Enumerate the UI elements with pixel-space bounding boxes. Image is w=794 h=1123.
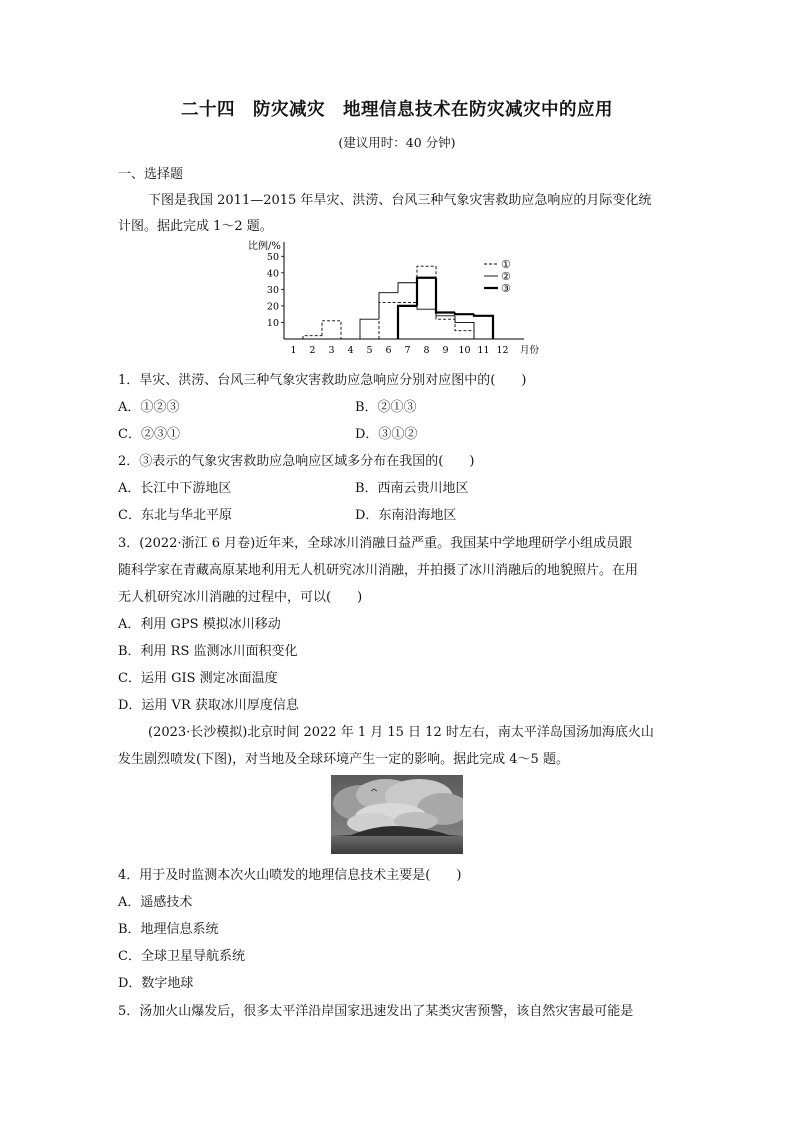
- x-tick-label: 12: [496, 345, 509, 356]
- q5-stem: 5．汤加火山爆发后，很多太平洋沿岸国家迅速发出了某类灾害预警，该自然灾害最可能是: [118, 1004, 634, 1019]
- y-tick-label: 10: [266, 317, 279, 329]
- q2-stem: 2．③表示的气象灾害救助应急响应区域多分布在我国的( ): [118, 454, 475, 469]
- y-axis-label: 比例/%: [248, 241, 281, 252]
- x-tick-label: 1: [290, 345, 297, 356]
- q1-option-c: C．②③①: [118, 427, 180, 442]
- section-heading: 一、选择题: [118, 167, 184, 182]
- series-1-bars: [303, 266, 474, 339]
- intro-paragraph-2: (2023·长沙模拟)北京时间 2022 年 1 月 15 日 12 时左右，南太平洋岛国汤加海底火山: [148, 725, 654, 740]
- x-tick-label: 11: [477, 345, 490, 356]
- q3-stem-1: 3．(2022·浙江 6 月卷)近年来，全球冰川消融日益严重。我国某中学地理研学小组成员跟: [118, 536, 633, 551]
- q2-option-a: A．长江中下游地区: [118, 481, 232, 496]
- x-tick-label: 5: [366, 345, 373, 356]
- q3-option-d: D．运用 VR 获取冰川厚度信息: [118, 698, 299, 713]
- q3-stem-3: 无人机研究冰川消融的过程中，可以( ): [118, 590, 363, 605]
- x-tick-label: 10: [458, 345, 471, 356]
- q1-option-a: A．①②③: [118, 400, 180, 415]
- page-subtitle: (建议用时：40 分钟): [338, 135, 456, 150]
- legend-label-1: ①: [501, 258, 511, 271]
- q2-option-c: C．东北与华北平原: [118, 508, 232, 523]
- q1-stem: 1．旱灾、洪涝、台风三种气象灾害救助应急响应分别对应图中的( ): [118, 373, 527, 388]
- q1-option-b: B．②①③: [355, 400, 417, 415]
- x-tick-label: 7: [404, 345, 411, 356]
- intro-paragraph-1-cont: 计图。据此完成 1～2 题。: [118, 219, 273, 234]
- q2-option-b: B．西南云贵川地区: [355, 481, 469, 496]
- series-3-bars: [398, 278, 493, 339]
- y-tick-label: 20: [266, 301, 279, 313]
- legend-label-3: ③: [501, 282, 511, 295]
- disaster-response-chart: [248, 236, 548, 360]
- q2-option-d: D．东南沿海地区: [355, 508, 457, 523]
- q4-option-d: D．数字地球: [118, 976, 194, 991]
- q1-option-d: D．③①②: [355, 427, 418, 442]
- q4-option-c: C．全球卫星导航系统: [118, 949, 245, 964]
- page-title: 二十四 防灾减灾 地理信息技术在防灾减灾中的应用: [181, 100, 613, 120]
- q4-option-b: B．地理信息系统: [118, 922, 219, 937]
- intro-paragraph-1: 下图是我国 2011—2015 年旱灾、洪涝、台风三种气象灾害救助应急响应的月际变化统: [148, 193, 652, 208]
- x-tick-label: 9: [442, 345, 449, 356]
- x-tick-label: 6: [385, 345, 392, 356]
- x-tick-label: 3: [328, 345, 335, 356]
- q3-option-c: C．运用 GIS 测定冰面温度: [118, 671, 278, 686]
- y-tick-label: 30: [266, 284, 279, 296]
- y-tick-label: 50: [266, 251, 279, 263]
- x-tick-label: 8: [423, 345, 430, 356]
- q4-stem: 4．用于及时监测本次火山喷发的地理信息技术主要是( ): [118, 868, 462, 883]
- q3-option-b: B．利用 RS 监测冰川面积变化: [118, 644, 298, 659]
- q4-option-a: A．遥感技术: [118, 895, 193, 910]
- q3-option-a: A．利用 GPS 模拟冰川移动: [118, 617, 281, 632]
- x-axis-label: 月份: [520, 345, 540, 356]
- y-tick-label: 40: [266, 268, 279, 280]
- x-tick-label: 4: [347, 345, 354, 356]
- x-tick-label: 2: [309, 345, 316, 356]
- intro-paragraph-2-cont: 发生剧烈喷发(下图)，对当地及全球环境产生一定的影响。据此完成 4～5 题。: [118, 752, 569, 767]
- legend-label-2: ②: [501, 270, 511, 283]
- volcano-eruption-photo: [331, 775, 463, 854]
- q3-stem-2: 随科学家在青藏高原某地利用无人机研究冰川消融，并拍摄了冰川消融后的地貌照片。在用: [118, 563, 639, 578]
